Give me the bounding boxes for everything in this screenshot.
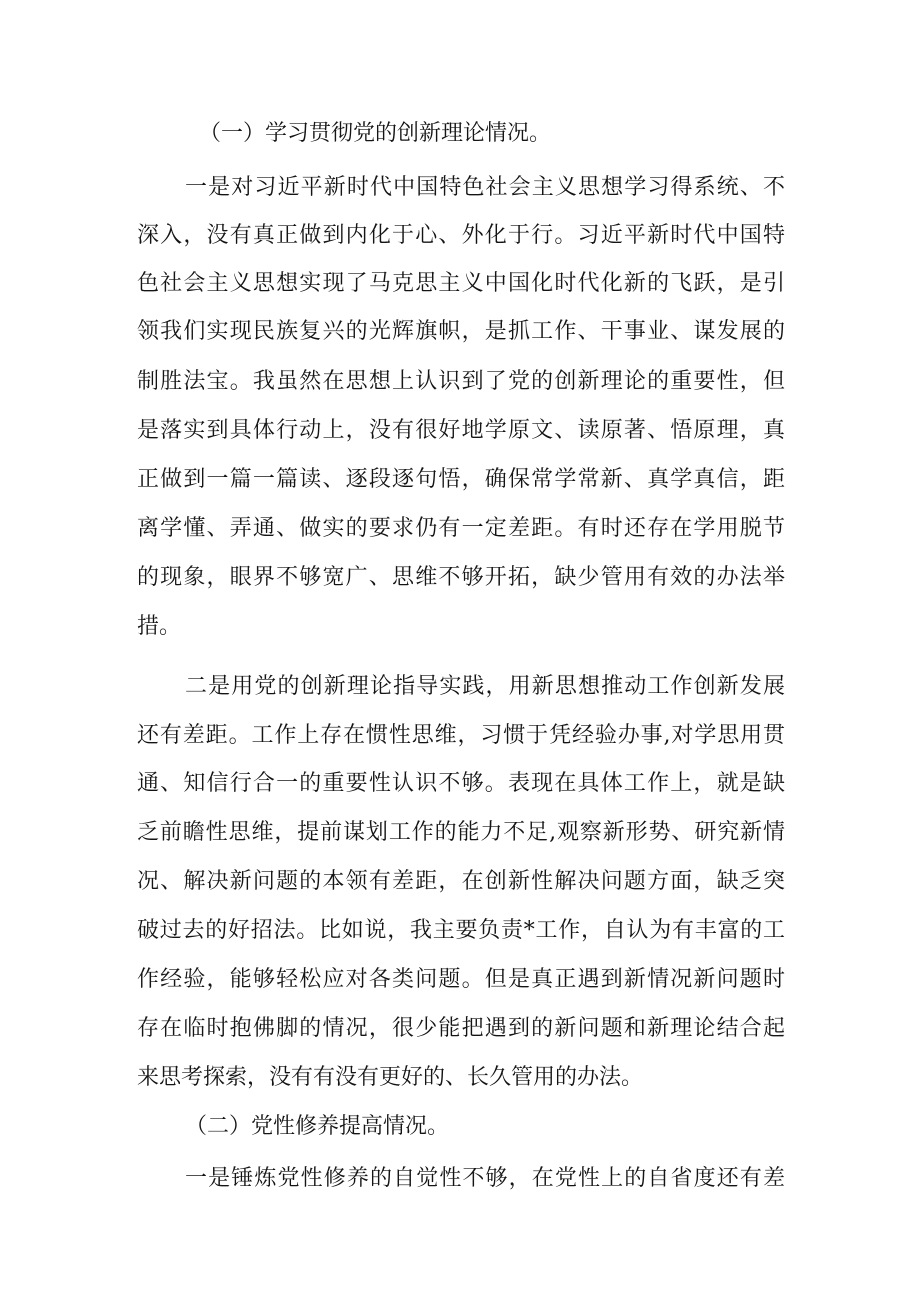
paragraph-2-line-6: 破过去的好招法。比如说，我主要负责*工作，自认为有丰富的工	[137, 918, 785, 943]
paragraph-2-line-8: 存在临时抱佛脚的情况，很少能把遇到的新问题和新理论结合起	[137, 1016, 785, 1041]
section-heading-1: （一）学习贯彻党的创新理论情况。	[199, 121, 552, 146]
paragraph-1-line-6: 是落实到具体行动上，没有很好地学原文、读原著、悟原理，真	[137, 418, 785, 443]
paragraph-1-line-3: 色社会主义思想实现了马克思主义中国化时代化新的飞跃，是引	[137, 271, 785, 296]
paragraph-1-line-9: 的现象，眼界不够宽广、思维不够开拓，缺少管用有效的办法举	[137, 565, 785, 590]
paragraph-1-line-8: 离学懂、弄通、做实的要求仍有一定差距。有时还存在学用脱节	[137, 516, 785, 541]
paragraph-1-line-5: 制胜法宝。我虽然在思想上认识到了党的创新理论的重要性，但	[137, 369, 785, 394]
paragraph-2-line-3: 通、知信行合一的重要性认识不够。表现在具体工作上，就是缺	[137, 771, 785, 796]
section-heading-2: （二）党性修养提高情况。	[185, 1114, 450, 1139]
paragraph-2-line-9: 来思考探索，没有有没有更好的、长久管用的办法。	[137, 1065, 644, 1090]
paragraph-2-line-4: 乏前瞻性思维，提前谋划工作的能力不足,观察新形势、研究新情	[137, 820, 785, 845]
paragraph-1-line-4: 领我们实现民族复兴的光辉旗帜，是抓工作、干事业、谋发展的	[137, 319, 785, 344]
paragraph-2-line-5: 况、解决新问题的本领有差距，在创新性解决问题方面，缺乏突	[137, 869, 785, 894]
paragraph-2-line-7: 作经验，能够轻松应对各类问题。但是真正遇到新情况新问题时	[137, 967, 785, 992]
paragraph-2-line-1: 二是用党的创新理论指导实践，用新思想推动工作创新发展	[185, 674, 785, 699]
paragraph-1-line-2: 深入，没有真正做到内化于心、外化于行。习近平新时代中国特	[137, 223, 785, 248]
paragraph-2-line-2: 还有差距。工作上存在惯性思维，习惯于凭经验办事,对学思用贯	[137, 723, 785, 748]
paragraph-1-line-10: 措。	[137, 614, 182, 639]
paragraph-3-line-1: 一是锤炼党性修养的自觉性不够，在党性上的自省度还有差	[185, 1166, 785, 1191]
paragraph-1-line-1: 一是对习近平新时代中国特色社会主义思想学习得系统、不	[185, 175, 785, 200]
paragraph-1-line-7: 正做到一篇一篇读、逐段逐句悟，确保常学常新、真学真信，距	[137, 467, 785, 492]
